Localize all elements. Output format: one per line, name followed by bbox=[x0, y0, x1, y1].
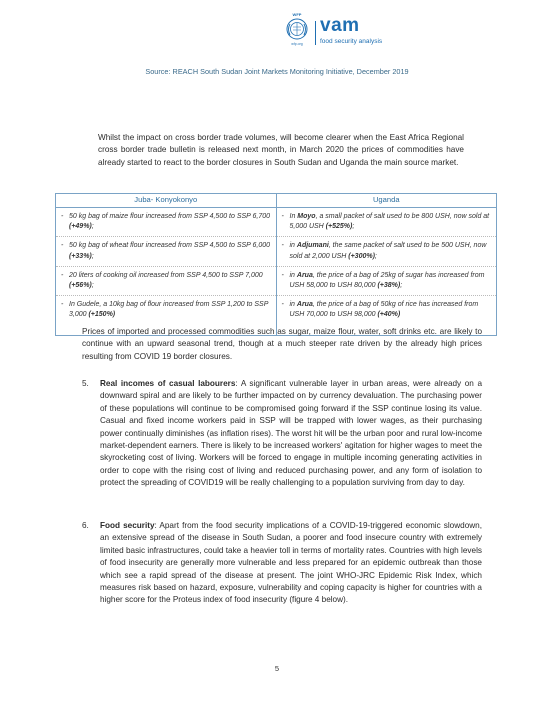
cell-text bbox=[69, 300, 271, 320]
cell-content bbox=[61, 212, 271, 232]
uganda-cell bbox=[276, 266, 497, 295]
location-name: Adjumani bbox=[296, 242, 329, 250]
table-row bbox=[56, 266, 497, 295]
punct: ; bbox=[91, 282, 94, 290]
price-text: , a small packet of salt used to be 800 USH, now sold at 5,000 USH bbox=[289, 213, 490, 231]
vam-wordmark: vam bbox=[320, 15, 360, 36]
price-change: (+300%) bbox=[348, 252, 375, 260]
cell-text bbox=[69, 212, 271, 232]
emblem-label: WFP bbox=[292, 12, 302, 17]
item-number: 5. bbox=[82, 379, 89, 388]
cell-text bbox=[290, 271, 492, 291]
intro-paragraph: Whilst the impact on cross border trade volumes, will become clearer when the East Africa Regional cross border trade bulletin is released next month, in March 2020 the prices of commodities have already started to react to the border closures in South Sudan and Uganda the main source market. bbox=[98, 133, 464, 167]
price-text: 50 kg bag of maize flour increased from SSP 4,500 to SSP 6,700 bbox=[69, 213, 271, 220]
cell-text bbox=[290, 300, 492, 320]
price-change: (+38%) bbox=[377, 282, 401, 290]
cell-text bbox=[69, 241, 271, 261]
item-text: : Apart from the food security implications of a COVID-19-triggered economic slowdown, an extensive spread of the disease in South Sudan, a poorer and food insecure country with extremely limited basic infrastructures, could take a heavier toll in terms of mortality rates. Countries with high levels of food insecurity are generally more vulnerable and less prepared for an epidemic outbreak than those which see a rapid spread of the disease at present. The joint WHO-JRC Epidemic Risk Index, which measures risk based on hazard, exposure, vulnerability and coping capacity is higher for countries with a higher score for the Proteus index of food insecurity (figure 4 below). bbox=[100, 521, 482, 605]
cell-content bbox=[282, 271, 492, 291]
bullet-dash: - bbox=[281, 213, 284, 220]
price-change: (+150%) bbox=[88, 311, 116, 319]
punct: ; bbox=[91, 252, 94, 260]
price-text: , the price of a bag of 50kg of rice has increased from USH 70,000 to USH 98,000 bbox=[289, 301, 479, 319]
source-line: Source: REACH South Sudan Joint Markets Monitoring Initiative, December 2019 bbox=[145, 67, 409, 76]
juba-cell bbox=[56, 208, 277, 237]
price-comparison-table bbox=[55, 193, 497, 336]
punct: ; bbox=[91, 223, 94, 231]
location-name: Arua bbox=[296, 271, 313, 279]
bullet-dash: - bbox=[61, 271, 64, 279]
price-text: in bbox=[289, 301, 297, 309]
item-title: Food security bbox=[100, 521, 155, 530]
price-text: in bbox=[289, 271, 297, 279]
punct: ; bbox=[374, 252, 377, 260]
item-text: : A significant vulnerable layer in urban areas, were already on a downward spiral and are likely to be further impacted on by currency devaluation. The purchasing power of these populations will continue to be compromised going forward if the SSP continue losing its value. Casual and fixed income workers paid in SSP will be trapped with lower wages, as their purchasing power continually diminishes (as inflation rises). The worst hit will be the urban poor and rural low-income market-dependent earners. There is likely to be increased workers' agitation for higher wages to meet the skyrocketing cost of living. Workers will be forced to engage in multiple incoming generating activities in order to cope with the rising cost of living and reduced purchasing power, and any form of isolation to protect the spreading of COVID19 will be really challenging to a population surviving from day to day. bbox=[100, 379, 482, 488]
table-header-juba: Juba- Konyokonyo bbox=[56, 194, 277, 208]
uganda-cell bbox=[276, 237, 497, 266]
cell-text bbox=[69, 271, 271, 291]
table-row bbox=[56, 237, 497, 266]
bullet-dash: - bbox=[61, 242, 64, 250]
cell-text bbox=[290, 212, 492, 232]
item-body bbox=[100, 378, 482, 490]
uganda-cell bbox=[276, 208, 497, 237]
price-text: 20 liters of cooking oil increased from SSP 4,500 to SSP 7,000 bbox=[69, 271, 263, 279]
punct: ; bbox=[400, 282, 403, 290]
cell-content bbox=[282, 241, 492, 261]
cell-content bbox=[61, 300, 271, 320]
emblem-url: wfp.org bbox=[291, 42, 303, 46]
bullet-dash: - bbox=[61, 301, 64, 309]
table-header-row bbox=[56, 194, 497, 208]
table-header-uganda: Uganda bbox=[276, 194, 497, 208]
cell-content bbox=[282, 212, 492, 232]
price-text: in bbox=[289, 242, 297, 250]
location-name: Moyo bbox=[297, 213, 316, 220]
cell-content bbox=[61, 271, 271, 291]
bullet-dash: - bbox=[281, 242, 284, 250]
punct: ; bbox=[352, 223, 355, 231]
bullet-dash: - bbox=[281, 271, 284, 279]
cell-text bbox=[290, 241, 492, 261]
table-row bbox=[56, 208, 497, 237]
bullet-dash: - bbox=[281, 301, 284, 309]
logo-divider bbox=[315, 21, 316, 45]
cell-content bbox=[61, 241, 271, 261]
juba-cell bbox=[56, 237, 277, 266]
juba-cell bbox=[56, 266, 277, 295]
item-number: 6. bbox=[82, 521, 89, 530]
cell-content bbox=[282, 300, 492, 320]
wfp-vam-logo bbox=[283, 12, 403, 62]
price-change: (+49%) bbox=[69, 223, 92, 231]
bullet-dash: - bbox=[61, 213, 64, 220]
prices-paragraph: Prices of imported and processed commodities such as sugar, maize flour, water, soft drinks etc. are likely to continue with an upward seasonal trend, though at a much steeper rate driven by the already high prices resulting from COVID 19 border closures. bbox=[82, 327, 482, 361]
item-body bbox=[100, 520, 482, 607]
price-text: , the price of a bag of 25kg of sugar has increased from USH 58,000 to USH 80,000 bbox=[289, 271, 485, 290]
price-change: (+56%) bbox=[69, 282, 92, 290]
page-number: 5 bbox=[274, 664, 280, 673]
price-text: 50 kg bag of wheat flour increased from SSP 4,500 to SSP 6,000 bbox=[69, 242, 271, 250]
vam-tagline: food security analysis bbox=[320, 38, 383, 45]
price-text: In Gudele, a 10kg bag of flour increased from SSP 1,200 to SSP 3,000 bbox=[69, 301, 269, 319]
price-change: (+33%) bbox=[69, 252, 92, 260]
price-text: In bbox=[289, 213, 298, 220]
item-title: Real incomes of casual labourers bbox=[100, 379, 236, 388]
price-change: (+525%) bbox=[325, 223, 353, 231]
price-text: , the same packet of salt used to be 500 USH, now sold at 2,000 USH bbox=[289, 242, 487, 260]
location-name: Arua bbox=[296, 301, 313, 309]
price-change: (+40%) bbox=[377, 311, 401, 319]
